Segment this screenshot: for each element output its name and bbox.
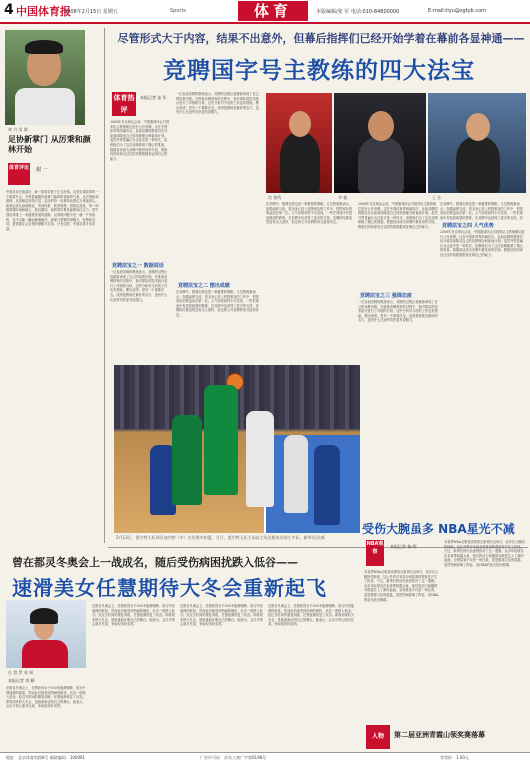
masthead [0, 0, 530, 22]
story-body-5a: 在竞聘中，强调态度也是一种重要的策略。几位教练都表示，如果能够当选，将全身心投入到国家队的工作中，把国家队的利益放在第一位。人气优势同样不可忽视，一些在球迷中有很高威望的教练，在竞聘中也获得了更多的支持。竞 [440, 202, 523, 220]
footer-address: 地址：北京体育馆路8号 邮政编码：100061 [6, 755, 86, 760]
main-headline: 竞聘国字号主教练的四大法宝 [163, 58, 475, 84]
bottom-kicker: 曾在都灵冬奥会上一战成名，随后受伤病困扰跌入低谷—— [12, 556, 298, 569]
basketball-caption: 2月13日，凯尔特人队球员加内特（中）在比赛中扣篮。当日，凯尔特人队主场以主场击败来访的小牛队。新华社/法新 [116, 535, 325, 540]
section-title: 体育 [238, 1, 308, 21]
photo-1-caption: 宫 鲁鸣 [268, 195, 282, 200]
subhead-2: 竞聘法宝之二 摆出成绩 [178, 283, 230, 289]
nba-body-2: 本赛季NBA全明星赛即将在新奥尔良举行，但多位大腕因伤缺席，这让外界对本届全明星赛的观赏性产生了担忧。不过，新秀们的出色表现弥补了这一遗憾。众多年轻球员在本赛季崭露头角，他们的活力和激情为联盟注入了新的血液。全明星赛不仅是一场比赛，更是篮球文化的盛宴。虽然伤病影响了阵容，但NBA的星光依旧璀璨。 [444, 540, 525, 567]
column-tag: 体育评论 [8, 163, 30, 185]
issue-date: 2008年2月15日 星期五 [64, 9, 118, 15]
editor-info: 本版编辑/张 军 电话:010-84800000 [316, 9, 400, 15]
story-body-2: 一位参加竞聘的教练表示，竞聘的过程让他重新审视了自己的执教历程。在准备竞聘材料的过程中，他对球队的技术统计进行了详细的分析，这些分析对今后的工作也有帮助。摆出成绩，是另一个重要法宝。成绩是教练员最好的名片，没有什么比冠军奖杯更有说服力。 [176, 92, 259, 115]
subhead-1: 竞聘法宝之一 数据说话 [112, 263, 164, 269]
story-body-4: 2008年北京奥运会前，中国篮球协会对国家队主教练职位进行公开竞聘。这在中国体育界尚属首次。参加竞聘的教练员在评委面前陈述自己的执教理念和备战计划。虽然外界普遍认为这更多是一种形式，但教练们为了这次竞聘都做了精心的准备。数据说话成为竞聘中最常用的手段，教练们纷纷拿出过往的执教数据来证明自己的能力。 [358, 202, 438, 229]
coach-photo-2 [334, 93, 426, 193]
nba-body-1: 本赛季NBA全明星赛即将在新奥尔良举行，但多位大腕因伤缺席，这让外界对本届全明星赛的观赏性产生了担忧。不过，新秀们的出色表现弥补了这一遗憾。众多年轻球员在本赛季崭露头角，他们的活力和激情为联盟注入了新的血液。全明星赛不仅是一场比赛，更是篮球文化的盛宴。虽然伤病影响了阵容，但NBA的星光依旧璀璨。 [364, 570, 439, 602]
brand-logo: 中国体育报 [16, 5, 71, 18]
story-body-2b: 在竞聘中，强调态度也是一种重要的策略。几位教练都表示，如果能够当选，将全身心投入到国家队的工作中，把国家队的利益放在第一位。人气优势同样不可忽视，一些在球迷中有很高威望的教练，在竞聘中也获得了更多的支持。竞聘的结果虽然没有出人意料，但这种公开竞聘的形式值得肯定。 [176, 290, 259, 317]
nba-tag: NBA观察 [366, 540, 384, 566]
basketball-photo [114, 365, 360, 533]
coach-portrait [5, 30, 85, 125]
column-body: 中国足协在换届后，新一届领导班子正式亮相。这是足球改革的一个重要节点，外界普遍期待新掌门能够带来新的气象。从厉秉和到颜林，从管理层到执行层，足协的每一步都牵动着亿万球迷的心。改革必须从基础做起，青训体系、联赛管理、国家队建设，每一项都需要时间和耐心。我们期待，新的领导集体能够顶住压力，把中国足球带上一条健康发展的道路。足球的问题不是一朝一夕形成的，也不可能一蹴而就地解决。新掌门需要的是魄力、智慧和坚持，更需要社会各界的理解与支持。只有这样，中国足球才有希望。 [6, 190, 99, 231]
bottom-headline: 速滑美女任慧期待大冬会重新起飞 [12, 576, 327, 600]
subhead-4: 竞聘法宝之四 人气优势 [442, 223, 494, 229]
skater-caption: 任 慧 罗 春 摄 [8, 670, 34, 675]
people-tag: 人物 [366, 725, 390, 749]
column-title: 足协新掌门 从厉秉和颜林开始 [8, 135, 91, 154]
footer [0, 752, 530, 764]
story-body-4b: 一位参加竞聘的教练表示，竞聘的过程让他重新审视了自己的执教历程。在准备竞聘材料的过程中，他对球队的技术统计进行了详细的分析，这些分析对今后的工作也有帮助。摆出成绩，是另一个重要法宝。成绩是教练员最好的名片，没有什么比冠军奖杯更有说服力。 [358, 300, 438, 323]
subhead-3: 竞聘法宝之三 强调态度 [360, 293, 412, 299]
skater-photo [6, 600, 86, 668]
photo-caption: 林 丹 雷 摄 [8, 127, 28, 132]
email-info: E-mail:tiyu@zgtyb.com [428, 8, 486, 14]
bottom-body-4: 在都灵冬奥会上，任慧获得女子500米速滑铜牌，成为中国速滑的新星。然而此后她受到伤病的困扰，状态一度跌入低谷。经过长时间的康复训练，任慧逐渐恢复了状态。即将到来的大冬会，是她重新证明自己的舞台。她表示，会以平常心面对比赛，争取取得好成绩。 [268, 604, 355, 627]
bottom-body-3: 在都灵冬奥会上，任慧获得女子500米速滑铜牌，成为中国速滑的新星。然而此后她受到伤病的困扰，状态一度跌入低谷。经过长时间的康复训练，任慧逐渐恢复了状态。即将到来的大冬会，是她重新证明自己的舞台。她表示，会以平常心面对比赛，争取取得好成绩。 [180, 604, 263, 627]
photo-2-caption: 李 楠 [338, 195, 348, 200]
nba-byline: 本报记者 杨 明 [390, 544, 417, 549]
footer-price: 零售价：1.00元 [440, 755, 469, 760]
bottom-byline: 本报记者 刘 颖 [8, 678, 35, 683]
nba-headline: 受伤大腕虽多 NBA星光不减 [362, 522, 515, 536]
story-body-5: 2008年北京奥运会前，中国篮球协会对国家队主教练职位进行公开竞聘。这在中国体育界尚属首次。参加竞聘的教练员在评委面前陈述自己的执教理念和备战计划。虽然外界普遍认为这更多是一种形式，但教练们为了这次竞聘都做了精心的准备。数据说话成为竞聘中最常用的手段，教练们纷纷拿出过往的执教数据来证明自己的能力。 [440, 230, 525, 257]
column-divider [104, 28, 105, 543]
story-byline: 本报记者 张 军 [140, 95, 167, 100]
bottom-body-1: 在都灵冬奥会上，任慧获得女子500米速滑铜牌，成为中国速滑的新星。然而此后她受到伤病的困扰，状态一度跌入低谷。经过长时间的康复训练，任慧逐渐恢复了状态。即将到来的大冬会，是她重新证明自己的舞台。她表示，会以平常心面对比赛，争取取得好成绩。 [6, 686, 86, 709]
footer-license: 广告许可证：京东工商广字第0198号 [200, 755, 267, 760]
section-english: Sports [170, 8, 187, 14]
coach-photo-3 [428, 93, 526, 193]
coach-photo-1 [266, 93, 332, 193]
header-rule [0, 22, 530, 24]
story-body-1: 2008年北京奥运会前，中国篮球协会对国家队主教练职位进行公开竞聘。这在中国体育界尚属首次。参加竞聘的教练员在评委面前陈述自己的执教理念和备战计划。虽然外界普遍认为这更多是一种形式，但教练们为了这次竞聘都做了精心的准备。数据说话成为竞聘中最常用的手段，教练们纷纷拿出过往的执教数据来证明自己的能力。 [110, 120, 170, 161]
main-kicker: 尽管形式大于内容，结果不出意外，但幕后指挥们已经开始学着在幕前各显神通—— [117, 32, 525, 45]
page-number: 4 [4, 2, 14, 18]
story-tag: 体育热评 [113, 94, 135, 114]
bottom-body-2: 在都灵冬奥会上，任慧获得女子500米速滑铜牌，成为中国速滑的新星。然而此后她受到伤病的困扰，状态一度跌入低谷。经过长时间的康复训练，任慧逐渐恢复了状态。即将到来的大冬会，是她重新证明自己的舞台。她表示，会以平常心面对比赛，争取取得好成绩。 [92, 604, 175, 627]
column-author: 谢 一 [36, 167, 48, 173]
story-body-3: 在竞聘中，强调态度也是一种重要的策略。几位教练都表示，如果能够当选，将全身心投入到国家队的工作中，把国家队的利益放在第一位。人气优势同样不可忽视，一些在球迷中有很高威望的教练，在竞聘中也获得了更多的支持。竞聘的结果虽然没有出人意料，但这种公开竞聘的形式值得肯定。 [266, 202, 353, 225]
story-body-1b: 一位参加竞聘的教练表示，竞聘的过程让他重新审视了自己的执教历程。在准备竞聘材料的过程中，他对球队的技术统计进行了详细的分析，这些分析对今后的工作也有帮助。摆出成绩，是另一个重要法宝。成绩是教练员最好的名片，没有什么比冠军奖杯更有说服力。 [110, 270, 168, 302]
bottom-right-title: 第二届亚洲青霞山领奖赛落幕 [394, 731, 485, 739]
photo-3-caption: 王 非 [432, 195, 442, 200]
